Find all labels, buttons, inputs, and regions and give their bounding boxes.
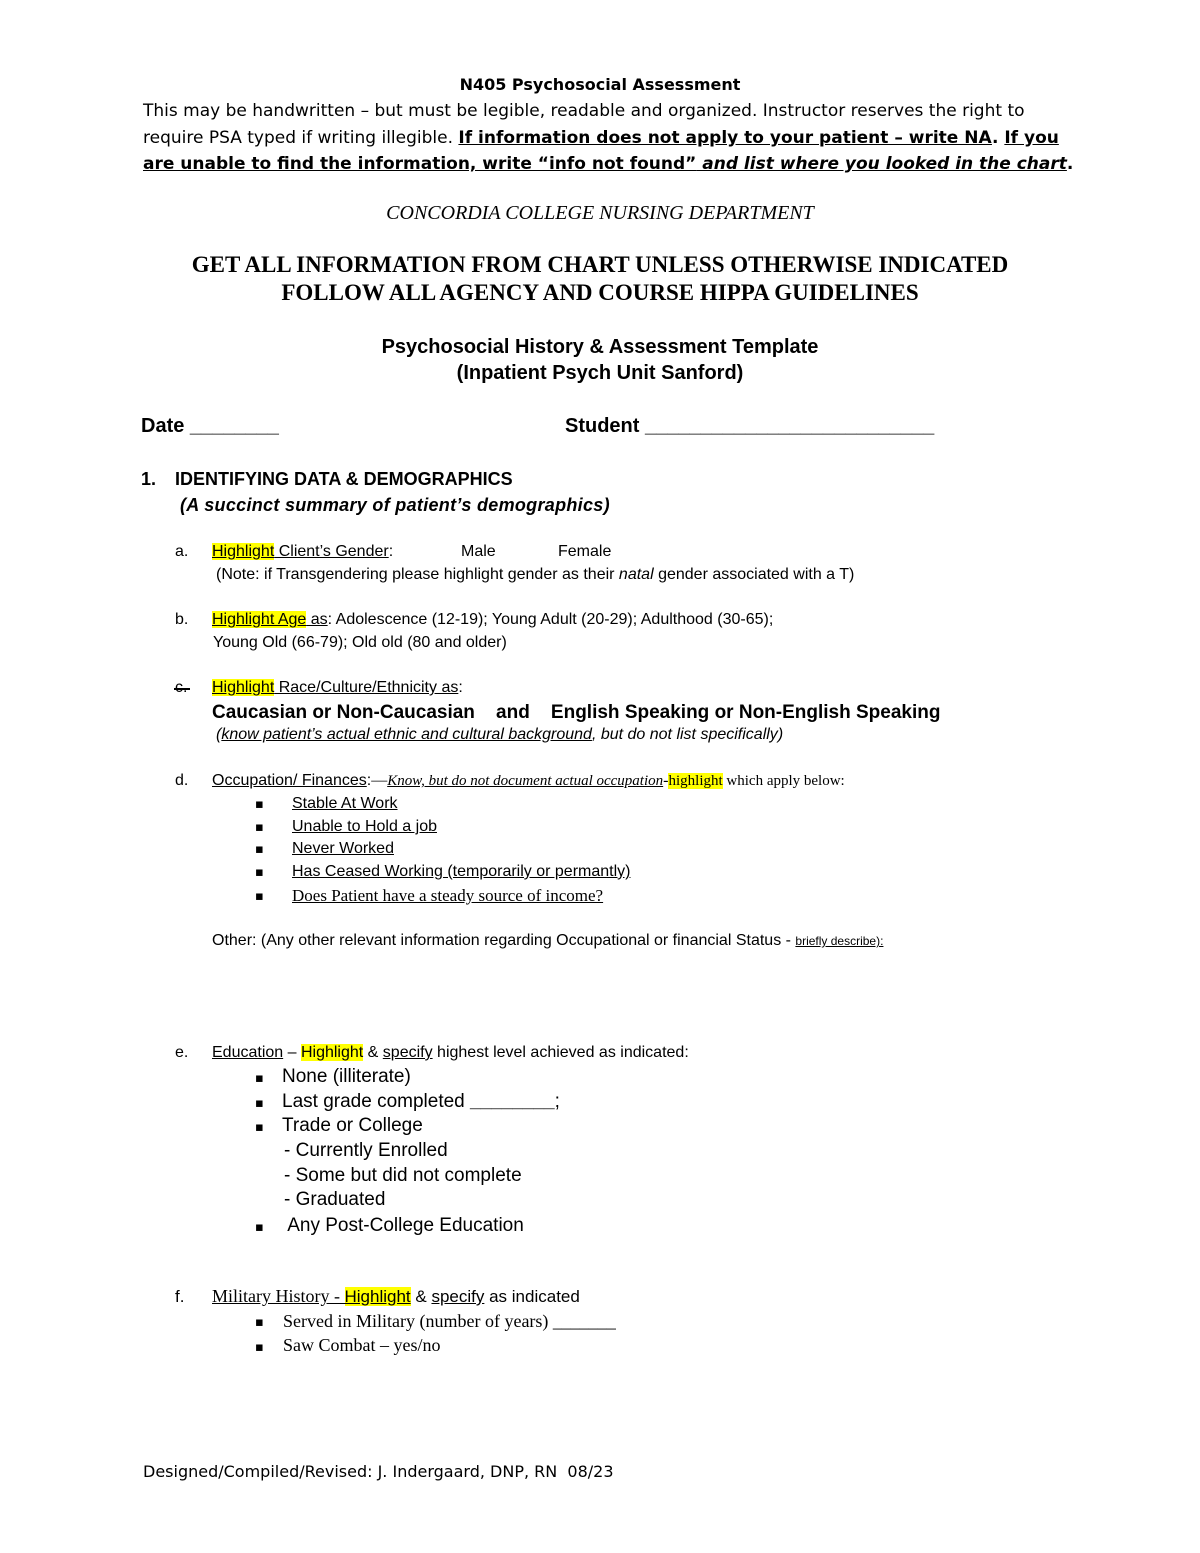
- intro-list-where: and list where you looked in the chart: [696, 154, 1067, 174]
- square-bullet-icon: ▪: [255, 889, 264, 904]
- gender-label: Client’s Gender: [274, 543, 389, 560]
- served-label: Served in Military (number of years): [283, 1311, 553, 1331]
- military-amp: &: [410, 1287, 432, 1306]
- race-label: Race/Culture/Ethnicity as: [274, 679, 459, 696]
- military-option-combat[interactable]: Saw Combat – yes/no: [283, 1335, 441, 1355]
- section-1-number: 1.: [141, 469, 157, 489]
- item-b-age-line: [212, 611, 773, 629]
- square-bullet-icon: ▪: [255, 842, 264, 857]
- square-bullet-icon: ▪: [255, 1120, 264, 1135]
- gender-note: [216, 566, 854, 584]
- last-grade-label: Last grade completed: [282, 1091, 471, 1112]
- education-sub-some[interactable]: - Some but did not complete: [284, 1165, 522, 1186]
- age-as: as: [306, 611, 328, 628]
- note-text-a: (Note: if Transgendering please highlight gender as their: [216, 566, 619, 583]
- race-know: know patient’s actual ethnic and cultural background: [221, 726, 592, 743]
- intro-if-you: If you: [1004, 128, 1059, 148]
- race-rest: , but do not list specifically: [591, 726, 778, 743]
- military-highlight: Highlight: [344, 1287, 411, 1306]
- occupation-label: Occupation/ Finances: [212, 772, 367, 789]
- gender-male-option[interactable]: Male: [461, 543, 496, 560]
- occupation-option-unable[interactable]: Unable to Hold a job: [292, 818, 437, 835]
- template-subtitle: (Inpatient Psych Unit Sanford): [456, 362, 744, 384]
- student-blank[interactable]: __________________________: [645, 415, 935, 437]
- item-d-occupation-line: [212, 772, 845, 790]
- race-colon: :: [458, 679, 463, 696]
- intro-line-3: [143, 154, 1073, 174]
- item-d-letter: d.: [175, 772, 189, 789]
- date-label: Date: [141, 415, 185, 437]
- intro-line-1: This may be handwritten – but must be legible, readable and organized. Instructor reserves the right to: [143, 101, 1025, 121]
- age-ranges-1: : Adolescence (12-19); Young Adult (20-29); Adulthood (30-65);: [327, 611, 774, 628]
- occupation-highlight: highlight: [668, 773, 723, 789]
- gender-female-option[interactable]: Female: [558, 543, 612, 560]
- item-e-letter: e.: [175, 1044, 189, 1061]
- education-tail: highest level achieved as indicated:: [432, 1044, 689, 1061]
- occupation-option-never[interactable]: Never Worked: [292, 840, 394, 857]
- department-heading: CONCORDIA COLLEGE NURSING DEPARTMENT: [386, 202, 814, 224]
- highlight-race: Highlight: [212, 679, 275, 696]
- footer-credit: Designed/Compiled/Revised: J. Indergaard, DNP, RN 08/23: [143, 1462, 614, 1481]
- intro-text: require PSA typed if writing illegible.: [143, 128, 459, 148]
- occupation-know: Know, but do not document actual occupation: [387, 773, 664, 789]
- square-bullet-icon: ▪: [255, 1315, 264, 1330]
- last-grade-semicolon: ;: [554, 1091, 560, 1112]
- highlight-word: Highlight: [212, 543, 275, 560]
- note-text-b: gender associated with a T): [653, 566, 855, 583]
- item-c-race-line: [212, 679, 463, 697]
- intro-info-not-found: are unable to find the information, write “info not found”: [143, 154, 697, 174]
- served-blank[interactable]: _______: [552, 1311, 616, 1331]
- square-bullet-icon: ▪: [255, 1096, 264, 1111]
- item-a-gender-line: [212, 543, 393, 561]
- occupation-colon: :: [366, 772, 372, 789]
- intro-end-period: .: [1066, 154, 1074, 174]
- item-a-letter: a.: [175, 543, 189, 560]
- item-c-letter: [175, 679, 187, 697]
- military-tail: as indicated: [484, 1287, 580, 1306]
- occupation-other: [212, 932, 883, 950]
- race-options: Caucasian or Non-Caucasian and English Speaking or Non-English Speaking: [212, 702, 941, 723]
- education-option-none[interactable]: None (illiterate): [282, 1066, 411, 1087]
- guideline-line-2: FOLLOW ALL AGENCY AND COURSE HIPPA GUIDELINES: [281, 280, 919, 305]
- course-title: N405 Psychosocial Assessment: [459, 75, 741, 94]
- item-b-letter: b.: [175, 611, 189, 628]
- item-f-letter: f.: [175, 1287, 185, 1306]
- military-label: Military History -: [212, 1286, 345, 1306]
- education-amp: &: [363, 1044, 383, 1061]
- item-e-education-line: [212, 1044, 689, 1062]
- education-option-post-college[interactable]: Any Post-College Education: [283, 1215, 524, 1236]
- student-label: Student: [565, 415, 640, 437]
- gender-colon: :: [388, 543, 394, 560]
- last-grade-blank[interactable]: ________: [470, 1091, 555, 1112]
- section-1-title: IDENTIFYING DATA & DEMOGRAPHICS: [175, 469, 513, 489]
- intro-line-2: [143, 128, 1059, 148]
- date-field[interactable]: [141, 415, 279, 438]
- age-ranges-2: Young Old (66-79); Old old (80 and older): [213, 634, 507, 651]
- education-highlight: Highlight: [300, 1044, 364, 1061]
- military-specify: specify: [431, 1287, 485, 1306]
- race-note-paren-open: (: [216, 726, 222, 743]
- occupation-option-stable[interactable]: Stable At Work: [292, 795, 398, 812]
- strike-marker-icon: [175, 679, 187, 697]
- race-note: [216, 726, 783, 744]
- other-briefly: briefly describe):: [795, 934, 884, 948]
- section-1-subtitle: (A succinct summary of patient’s demographics): [180, 495, 610, 515]
- education-label: Education: [212, 1044, 284, 1061]
- highlight-age: Highlight Age: [212, 611, 307, 628]
- square-bullet-icon: ▪: [255, 1071, 264, 1086]
- occupation-tail: which apply below:: [722, 773, 845, 789]
- square-bullet-icon: ▪: [255, 820, 264, 835]
- square-bullet-icon: ▪: [255, 865, 264, 880]
- education-option-last-grade[interactable]: [282, 1091, 560, 1113]
- intro-na-instruction: If information does not apply to your patient – write NA: [458, 128, 992, 148]
- square-bullet-icon: ▪: [255, 1340, 264, 1355]
- item-f-military-line: [212, 1286, 580, 1307]
- other-text: Other: (Any other relevant information regarding Occupational or financial Status -: [212, 932, 796, 949]
- occupation-dash: —: [371, 772, 388, 789]
- military-option-served[interactable]: [283, 1311, 616, 1332]
- education-sub-graduated[interactable]: - Graduated: [284, 1189, 386, 1210]
- education-option-trade[interactable]: Trade or College: [282, 1115, 423, 1136]
- occupation-option-ceased[interactable]: Has Ceased Working (temporarily or permantly): [292, 863, 631, 880]
- square-bullet-icon: ▪: [255, 1220, 264, 1235]
- education-dash: –: [283, 1044, 301, 1061]
- note-natal: natal: [618, 566, 654, 583]
- square-bullet-icon: ▪: [255, 797, 264, 812]
- race-note-paren-close: ): [777, 726, 784, 743]
- student-field[interactable]: [565, 415, 934, 438]
- intro-period: .: [991, 128, 1005, 148]
- template-title: Psychosocial History & Assessment Template: [381, 336, 819, 358]
- occupation-dash-2: -: [663, 772, 669, 789]
- occupation-option-income[interactable]: Does Patient have a steady source of income?: [292, 886, 604, 905]
- date-blank[interactable]: ________: [189, 415, 279, 437]
- education-sub-enrolled[interactable]: - Currently Enrolled: [284, 1140, 448, 1161]
- education-specify: specify: [382, 1044, 433, 1061]
- guideline-line-1: GET ALL INFORMATION FROM CHART UNLESS OTHERWISE INDICATED: [191, 252, 1009, 277]
